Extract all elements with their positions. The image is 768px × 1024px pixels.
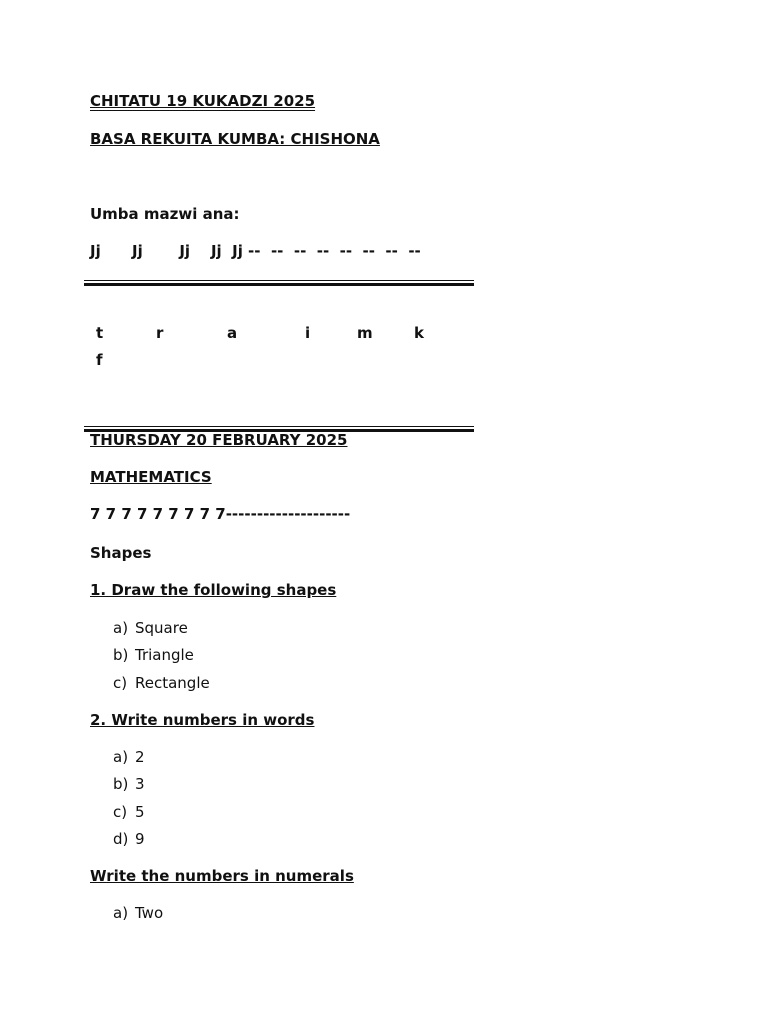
list-item-text: 2: [135, 748, 145, 766]
list-item: [113, 645, 194, 665]
list-item-text: 5: [135, 803, 145, 821]
letter-t: t: [96, 324, 104, 342]
shona-subject-heading: BASA REKUITA KUMBA: CHISHONA: [90, 130, 380, 148]
maths-practice-line: 7 7 7 7 7 7 7 7 7--------------------: [90, 505, 351, 523]
letter-m: m: [357, 324, 373, 342]
question-3-title: Write the numbers in numerals: [90, 867, 354, 885]
letter-f: f: [96, 351, 103, 369]
section-divider-top: [84, 280, 474, 286]
list-item: [113, 618, 188, 638]
maths-subject-heading: MATHEMATICS: [90, 468, 212, 486]
list-marker: c): [113, 674, 128, 692]
list-marker: b): [113, 775, 129, 793]
list-item-text: 9: [135, 830, 145, 848]
question-1-title: 1. Draw the following shapes: [90, 581, 337, 599]
list-marker: a): [113, 619, 129, 637]
question-2-title: 2. Write numbers in words: [90, 711, 315, 729]
list-marker: b): [113, 646, 129, 664]
list-item-text: Triangle: [135, 646, 194, 664]
list-marker: c): [113, 803, 128, 821]
shona-practice-line: Jj Jj Jj Jj Jj -- -- -- -- -- -- -- --: [90, 242, 421, 260]
topic-heading: Shapes: [90, 544, 152, 562]
list-item: [113, 829, 145, 849]
letter-a: a: [227, 324, 238, 342]
list-item: [113, 747, 145, 767]
shona-instruction: Umba mazwi ana:: [90, 205, 240, 223]
shona-date-heading: CHITATU 19 KUKADZI 2025: [90, 92, 316, 110]
letter-k: k: [414, 324, 424, 342]
list-item: [113, 774, 145, 794]
list-item: [113, 802, 145, 822]
list-item-text: Rectangle: [135, 674, 210, 692]
list-marker: a): [113, 904, 129, 922]
list-marker: d): [113, 830, 129, 848]
list-item: [113, 903, 163, 923]
letter-r: r: [156, 324, 164, 342]
maths-date-heading: THURSDAY 20 FEBRUARY 2025: [90, 431, 348, 449]
list-item-text: Square: [135, 619, 188, 637]
list-item-text: 3: [135, 775, 145, 793]
list-marker: a): [113, 748, 129, 766]
letter-i: i: [305, 324, 311, 342]
list-item-text: Two: [135, 904, 164, 922]
list-item: [113, 673, 210, 693]
